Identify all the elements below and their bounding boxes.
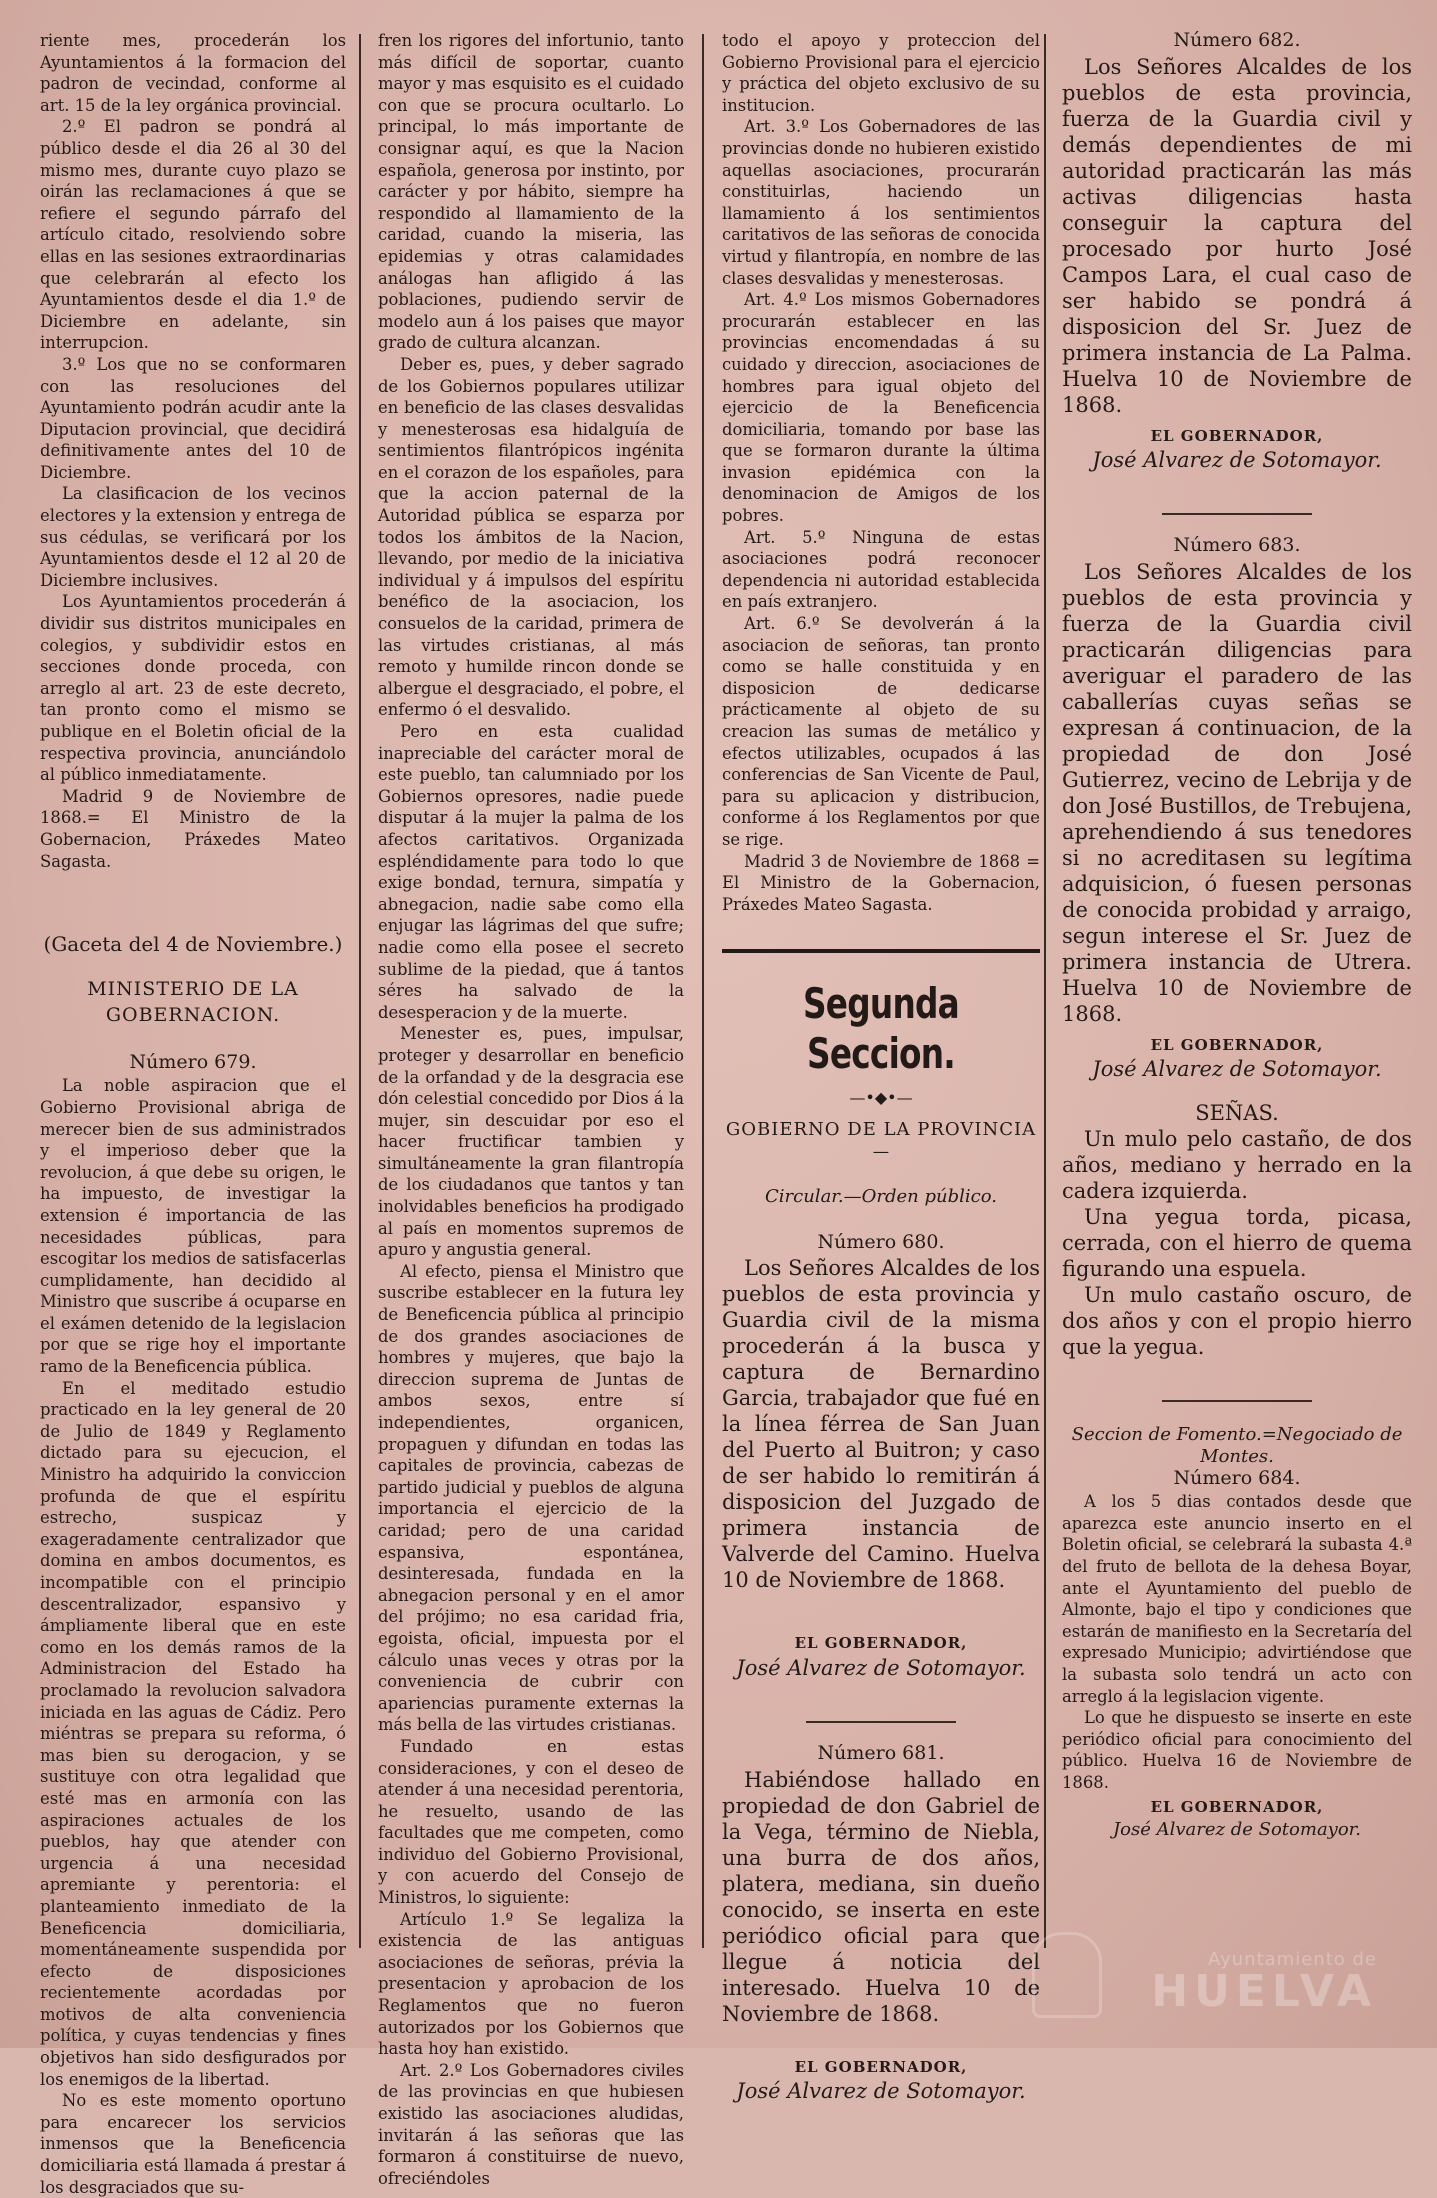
paragraph: 2.º El padron se pondrá al público desde el dia 26 al 30 del mismo mes, durante cuyo plazo se oirán las reclamaciones á que se refiere el segundo párrafo del artículo citado, resolviendo sobre ellas en las sesiones extraordinarias que celebrarán al efecto los Ayuntamientos desde el dia 1.º de Diciembre en adelante, sin interrupcion. bbox=[40, 117, 346, 353]
senas-heading: SEÑAS. bbox=[1195, 1101, 1279, 1126]
column-divider bbox=[702, 34, 704, 1948]
gobierno-heading: GOBIERNO DE LA PROVINCIA bbox=[725, 1118, 1037, 1140]
paragraph: Menester es, pues, impulsar, proteger y desarrollar en beneficio de la orfandad y de la desgracia ese dón celestial concedido por Dios á la mujer, sin descuidar por eso el hacer fructificar tambien y simultáneamente la gran filantropía de los ciudadanos que tantos y tan inolvidables beneficios ha prodigado al país en momentos supremos de apuro y angustia general. bbox=[378, 1024, 684, 1260]
paragraph: Al efecto, piensa el Ministro que suscribe establecer en la futura ley de Beneficencia pública al principio de dos grandes asociaciones de hombres y mujeres, que bajo la direccion suprema de Juntas de ambos sexos, entre sí independientes, organicen, propaguen y difundan en todas las capitales de provincia, cabezas de partido judicial y pueblos de alguna importancia el ejercicio de la caridad; pero de una caridad espansiva, espontánea, desinteresada, fundada en la abnegacion personal y en el amor del prójimo; no esa caridad fria, egoista, oficial, impuesta por el cálculo unas veces y otras por la conveniencia de cubrir con apariencias puramente externas la más bella de las virtudes cristianas. bbox=[378, 1261, 684, 1735]
section-title: Segunda Seccion. bbox=[802, 979, 959, 1079]
paragraph: Madrid 9 de Noviembre de 1868.= El Ministro de la Gobernacion, Práxedes Mateo Sagasta. bbox=[40, 786, 346, 871]
paragraph: En el meditado estudio practicado en la ley general de 20 de Julio de 1849 y Reglamento dictado para su ejecucion, el Ministro ha adquirido la conviccion profunda de que el espíritu estrecho, suspicaz y exageradamente centralizador que domina en ambos documentos, es incompatible con el principio descentralizador, espansivo y ámpliamente liberal que en este como en los demás ramos de la Administracion del Estado ha proclamado la revolucion salvadora iniciada en las aguas de Cádiz. Pero miéntras se prepara su reforma, ó mas bien su derogacion, y se sustituye con otra legalidad que esté mas en armonía con las aspiraciones actuales de los pueblos, hay que atender con urgencia á una necesidad apremiante y perentoria: el planteamiento inmediato de la Beneficencia domiciliaria, momentáneamente suspendida por efecto de disposiciones recientemente acordadas por motivos de alta conveniencia política, y cuyas tendencias y fines objetivos han sido desfigurados por los enemigos de la libertad. bbox=[40, 1378, 346, 2089]
signature-name: José Alvarez de Sotomayor. bbox=[736, 2079, 1026, 2104]
paragraph: No es este momento oportuno para encarecer los servicios inmensos que la Beneficencia domiciliaria está llamada á prestar á los desgraciados que su- bbox=[40, 2091, 346, 2197]
paragraph: riente mes, procederán los Ayuntamientos á la formacion del padron de vecindad, conforme al art. 15 de la ley orgánica provincial. bbox=[40, 31, 346, 115]
watermark-line: HUELVA bbox=[1151, 1966, 1377, 2017]
number-680: Número 680. bbox=[817, 1230, 945, 1253]
notice-684: Lo que he dispuesto se inserte en este periódico oficial para conocimiento del público. Huelva 16 de Noviembre de 1868. bbox=[1062, 1708, 1412, 1792]
sena-item: Un mulo castaño oscuro, de dos años y con el propio hierro que la yegua. bbox=[1062, 1283, 1412, 1360]
ministerio-heading: MINISTERIO DE LA GOBERNACION. bbox=[87, 977, 299, 1026]
paragraph: Art. 5.º Ninguna de estas asociaciones podrá reconocer dependencia ni autoridad establecida en país extranjero. bbox=[722, 527, 1040, 612]
watermark bbox=[1151, 1949, 1377, 2017]
notice-681: Habiéndose hallado en propiedad de don Gabriel de la Vega, término de Niebla, una burra de dos años, platera, mediana, sin dueño conocido, se inserta en este periódico oficial para que llegue á noticia del interesado. Huelva 10 de Noviembre de 1868. bbox=[722, 1767, 1040, 2026]
column-3 bbox=[722, 30, 1040, 2104]
notice-682: Los Señores Alcaldes de los pueblos de esta provincia, fuerza de la Guardia civil y demás dependientes de mi autoridad practicarán las más activas diligencias hasta conseguir la captura del procesado por hurto José Campos Lara, el cual caso de ser habido se pondrá á disposicion del Sr. Juez de primera instancia de La Palma. Huelva 10 de Noviembre de 1868. bbox=[1062, 54, 1412, 417]
paragraph: Art. 2.º Los Gobernadores civiles de las provincias en que hubiesen existido las asociaciones aludidas, invitarán á las señoras que las formaron á constituirse de nuevo, ofreciéndoles bbox=[378, 2060, 684, 2188]
signature-title: EL GOBERNADOR, bbox=[794, 1634, 968, 1653]
paragraph: La noble aspiracion que el Gobierno Provisional abriga de merecer bien de sus administrados y el imperioso deber que la revolucion, á que debe su origen, le ha impuesto, de investigar la extension é importancia de las necesidades públicas, para escogitar los medios de satisfacerlas cumplidamente, han decidido al Ministro que suscribe á ocuparse en el exámen detenido de la legislacion por que se rige hoy el importante ramo de la Beneficencia pública. bbox=[40, 1076, 346, 1377]
ornament: —•◆•— bbox=[849, 1088, 913, 1108]
paragraph: La clasificacion de los vecinos electores y la extension y entrega de sus cédulas, se verificará por los Ayuntamientos desde el 12 al 20 de Diciembre inclusives. bbox=[40, 484, 346, 590]
column-1 bbox=[40, 30, 346, 2197]
paragraph: Fundado en estas consideraciones, y con el deseo de atender á una necesidad perentoria, he resuelto, usando de las facultades que me competen, como individuo del Gobierno Provisional, y con acuerdo del Consejo de Ministros, lo siguiente: bbox=[378, 1736, 684, 1908]
column-4 bbox=[1062, 30, 1412, 1988]
fomento-heading: Seccion de Fomento.=Negociado de Montes. bbox=[1071, 1424, 1403, 1467]
signature-title: EL GOBERNADOR, bbox=[1150, 1035, 1324, 1054]
paragraph: Deber es, pues, y deber sagrado de los Gobiernos populares utilizar en beneficio de las clases desvalidas y menesterosas esa hidalguía de sentimientos filantrópicos ingénita en el corazon de los españoles, para que la accion paternal de la Autoridad pública se esparza por todos los ámbitos de la Nacion, llevando, por medio de la iniciativa individual y á impulsos del espíritu benéfico de la asociacion, los consuelos de la caridad, primera de las virtudes cristianas, al más remoto y humilde rincon donde se albergue el desgraciado, el pobre, el enfermo ó el desvalido. bbox=[378, 354, 684, 720]
column-divider bbox=[359, 34, 361, 1948]
signature-name: José Alvarez de Sotomayor. bbox=[1112, 1819, 1362, 1841]
paragraph: Art. 3.º Los Gobernadores de las provincias donde no hubieren existido aquellas asociaciones, procurarán constituirlas, haciendo un llamamiento á los sentimientos caritativos de las señoras de conocida virtud y filantropía, en nombre de las clases desvalidas y menesterosas. bbox=[722, 117, 1040, 288]
signature-title: EL GOBERNADOR, bbox=[1150, 426, 1324, 445]
sena-item: Una yegua torda, picasa, cerrada, con el hierro de quema figurando una espuela. bbox=[1062, 1205, 1412, 1282]
notice-684: A los 5 dias contados desde que aparezca este anuncio inserto en el Boletin oficial, se celebrará la subasta 4.ª del fruto de bellota de la dehesa Boyar, ante el Ayuntamiento del pueblo de Almonte, bajo el tipo y condiciones que estarán de manifiesto en la Secretaría del expresado Municipio; advirtiéndose que la subasta solo tendrá un acto con arreglo á la legislacion vigente. bbox=[1062, 1492, 1412, 1706]
signature-title: EL GOBERNADOR, bbox=[794, 2057, 968, 2076]
signature-name: José Alvarez de Sotomayor. bbox=[1092, 448, 1382, 473]
paragraph: Artículo 1.º Se legaliza la existencia de las antiguas asociaciones de señoras, prévia la presentacion y aprobacion de los Reglamentos que no fueron autorizados por los Gobiernos que hasta hoy han existido. bbox=[378, 1909, 684, 2059]
column-2 bbox=[378, 30, 684, 2188]
short-dash: — bbox=[872, 1141, 890, 1161]
notice-680: Los Señores Alcaldes de los pueblos de esta provincia y Guardia civil de la misma procederán á la busca y captura de Bernardino Garcia, trabajador que fué en la línea férrea de San Juan del Puerto al Buitron; y caso de ser habido lo remitirán á disposicion del Juzgado de primera instancia de Valverde del Camino. Huelva 10 de Noviembre de 1868. bbox=[722, 1256, 1040, 1593]
sena-item: Un mulo pelo castaño, de dos años, mediano y herrado en la cadera izquierda. bbox=[1062, 1127, 1412, 1204]
paragraph: Art. 6.º Se devolverán á la asociacion de señoras, tan pronto como se halle constituida y en disposicion de dedicarse prácticamente al objeto de su creacion las sumas de metálico y efectos utilizables, ocupados á las conferencias de San Vicente de Paul, para su aplicacion y distribucion, conforme á los Reglamentos por que se rige. bbox=[722, 614, 1040, 849]
signature-title: EL GOBERNADOR, bbox=[1150, 1798, 1324, 1817]
separator bbox=[806, 1721, 956, 1723]
number-679: Número 679. bbox=[129, 1050, 257, 1073]
number-682: Número 682. bbox=[1173, 29, 1301, 51]
paragraph: Pero en esta cualidad inapreciable del carácter moral de este pueblo, tan calumniado por los Gobiernos opresores, nadie puede disputar á la mujer la palma de los afectos caritativos. Organizada espléndidamente para todo lo que exige bondad, ternura, simpatía y abnegacion, nadie sabe como ella enjugar las lágrimas del que sufre; nadie como ella posee el secreto sublime de la piedad, que á tantos séres ha salvado de la desesperacion y de la muerte. bbox=[378, 722, 684, 1022]
number-684: Número 684. bbox=[1173, 1466, 1301, 1489]
paragraph: 3.º Los que no se conformaren con las resoluciones del Ayuntamiento podrán acudir ante la Diputacion provincial, que decidirá definitivamente antes del 10 de Diciembre. bbox=[40, 354, 346, 482]
gaceta-heading: (Gaceta del 4 de Noviembre.) bbox=[43, 932, 343, 957]
number-681: Número 681. bbox=[817, 1741, 945, 1764]
section-rule bbox=[722, 949, 1040, 953]
separator bbox=[1162, 513, 1312, 515]
separator bbox=[1162, 1400, 1312, 1402]
watermark-line: Ayuntamiento de bbox=[1208, 1949, 1377, 1970]
circular-heading: Circular.—Orden público. bbox=[765, 1186, 997, 1208]
paragraph: Los Ayuntamientos procederán á dividir sus distritos municipales en colegios, y subdividir estos en secciones donde proceda, con arreglo al art. 23 de este decreto, tan pronto como el mismo se publique en el Boletin oficial de la respectiva provincia, anunciándolo al público inmediatamente. bbox=[40, 592, 346, 785]
paragraph: todo el apoyo y proteccion del Gobierno Provisional para el ejercicio y práctica del objeto exclusivo de su institucion. bbox=[722, 31, 1040, 115]
watermark-seal-icon bbox=[1032, 1932, 1102, 2018]
number-683: Número 683. bbox=[1173, 534, 1301, 557]
notice-683: Los Señores Alcaldes de los pueblos de esta provincia y fuerza de la Guardia civil practicarán diligencias para averiguar el paradero de las caballerías cuyas señas se expresan á continuacion, de la propiedad de don José Gutierrez, vecino de Lebrija y de don José Bustillos, de Trebujena, aprehendiendo á sus tenedores si no acreditasen su legítima adquisicion, ó fuesen personas de conocida probidad y arraigo, segun interese el Sr. Juez de primera instancia de Utrera. Huelva 10 de Noviembre de 1868. bbox=[1062, 559, 1412, 1026]
signature-name: José Alvarez de Sotomayor. bbox=[1092, 1057, 1382, 1082]
paragraph: Art. 4.º Los mismos Gobernadores procurarán establecer en las provincias encomendadas á su cuidado y direccion, asociaciones de hombres para igual objeto del ejercicio de la Beneficencia domiciliaria, tomando por base las que se formaron durante la última invasion epidémica con la denominacion de Amigos de los pobres. bbox=[722, 290, 1040, 526]
signature-name: José Alvarez de Sotomayor. bbox=[736, 1655, 1026, 1680]
paragraph: Madrid 3 de Noviembre de 1868 = El Ministro de la Gobernacion, Práxedes Mateo Sagasta. bbox=[722, 851, 1040, 914]
paragraph: fren los rigores del infortunio, tanto más difícil de soportar, cuanto mayor y mas esquisito es el cuidado con que se procura ocultarlo. Lo principal, lo más importante de consignar aquí, es que la Nacion española, generosa por instinto, por carácter y por hábito, siempre ha respondido al llamamiento de la caridad, cuando la miseria, las epidemias y otras calamidades análogas han afligido á las poblaciones, pudiendo servir de modelo aun á los paises que mayor grado de cultura alcanzan. bbox=[378, 31, 684, 353]
column-divider bbox=[1044, 34, 1046, 1948]
